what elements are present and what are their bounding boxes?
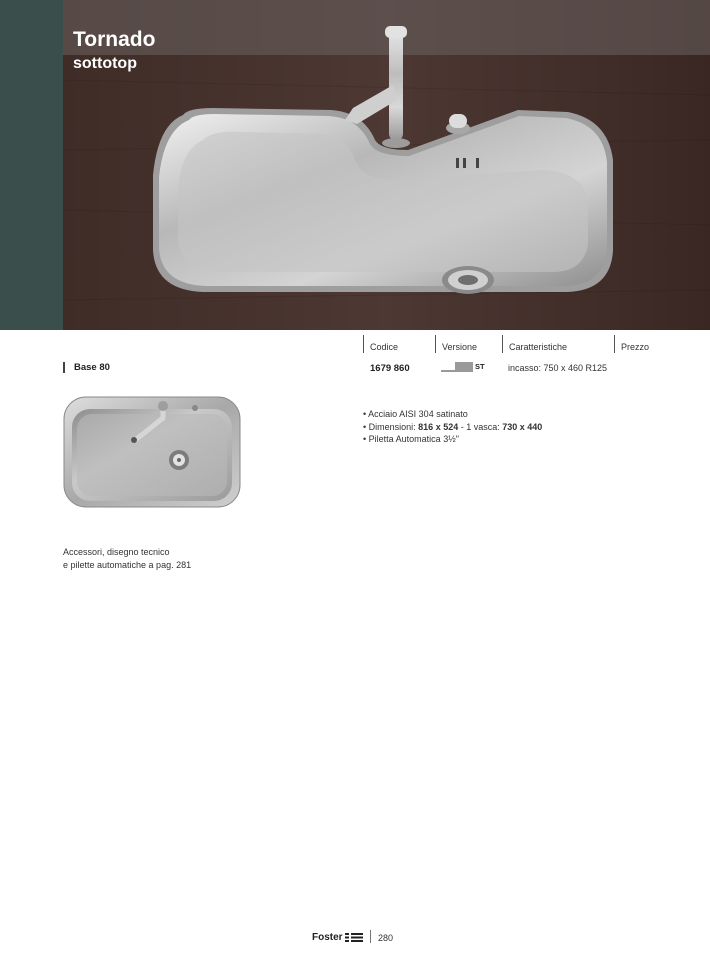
column-header-version: Versione: [435, 335, 497, 353]
page-title: Tornado: [73, 28, 156, 51]
base-marker: [63, 362, 65, 373]
footer-divider: [370, 930, 371, 943]
sink-photo: [63, 0, 710, 330]
spec-dimensions: • Dimensioni: 816 x 524 - 1 vasca: 730 x 440: [363, 421, 543, 432]
brand-logo-icon: [345, 933, 363, 942]
spec-drain: • Piletta Automatica 3½": [363, 434, 459, 444]
column-header-code: Codice: [363, 335, 430, 353]
product-features: incasso: 750 x 460 R125: [508, 363, 608, 373]
accessories-note: Accessori, disegno tecnico e pilette automatiche a pag. 281: [63, 547, 192, 570]
sink-top-view-image: [63, 396, 241, 508]
page-subtitle: sottotop: [73, 55, 137, 72]
product-specs: [363, 408, 542, 446]
product-code: 1679 860: [370, 363, 410, 374]
brand-logo: Foster: [312, 932, 343, 943]
page-number: 280: [378, 933, 394, 943]
side-color-strip: [0, 0, 63, 330]
hero-photo: [63, 0, 710, 330]
column-header-price: Prezzo: [614, 335, 681, 353]
base-label: Base 80: [74, 362, 110, 373]
version-label: ST: [475, 362, 485, 371]
spec-material: • Acciaio AISI 304 satinato: [363, 409, 468, 419]
column-header-features: Caratteristiche: [502, 335, 609, 353]
version-swatch-icon: [441, 361, 475, 373]
